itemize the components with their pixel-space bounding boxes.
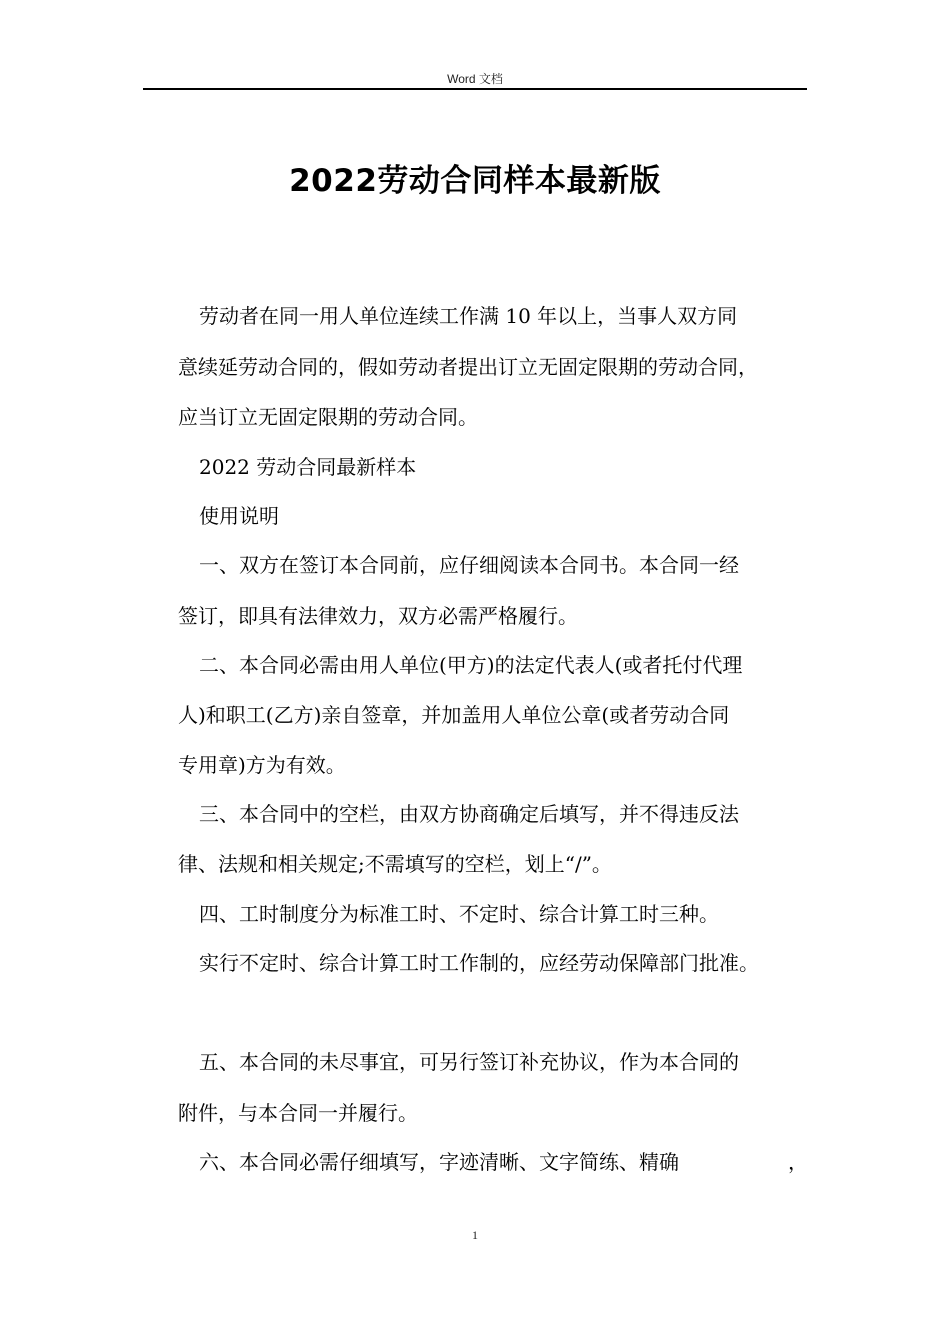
paragraph-line: 2022 劳动合同最新样本: [199, 455, 417, 479]
paragraph-line: 劳动者在同一用人单位连续工作满 10 年以上，当事人双方同: [199, 304, 738, 328]
document-title: 2022劳动合同样本最新版: [289, 163, 661, 199]
header-divider: [143, 88, 807, 90]
paragraph-line: 附件，与本合同一并履行。: [178, 1101, 418, 1125]
paragraph-line: 人)和职工(乙方)亲自签章，并加盖用人单位公章(或者劳动合同: [178, 703, 730, 727]
paragraph-line: 专用章)方为有效。: [178, 753, 346, 777]
page-number: 1: [472, 1228, 478, 1242]
paragraph-line: 律、法规和相关规定;不需填写的空栏，划上“/”。: [178, 852, 612, 876]
page-header-label: Word 文档: [447, 72, 503, 86]
paragraph-line: 实行不定时、综合计算工时工作制的，应经劳动保障部门批准。: [199, 951, 759, 975]
paragraph-line: 签订，即具有法律效力，双方必需严格履行。: [178, 604, 578, 628]
paragraph-line: 三、本合同中的空栏，由双方协商确定后填写，并不得违反法: [199, 802, 739, 826]
paragraph-line: 六、本合同必需仔细填写，字迹清晰、文字简练、精确: [199, 1150, 679, 1174]
paragraph-line: ，: [788, 1150, 808, 1174]
paragraph-line: 二、本合同必需由用人单位(甲方)的法定代表人(或者托付代理: [199, 653, 743, 677]
paragraph-line: 使用说明: [199, 504, 279, 528]
paragraph-line: 应当订立无固定限期的劳动合同。: [178, 405, 478, 429]
paragraph-line: 五、本合同的未尽事宜，可另行签订补充协议，作为本合同的: [199, 1050, 739, 1074]
paragraph-line: 四、工时制度分为标准工时、不定时、综合计算工时三种。: [199, 902, 719, 926]
paragraph-line: 一、双方在签订本合同前，应仔细阅读本合同书。本合同一经: [199, 553, 739, 577]
paragraph-line: 意续延劳动合同的，假如劳动者提出订立无固定限期的劳动合同，: [178, 355, 758, 379]
